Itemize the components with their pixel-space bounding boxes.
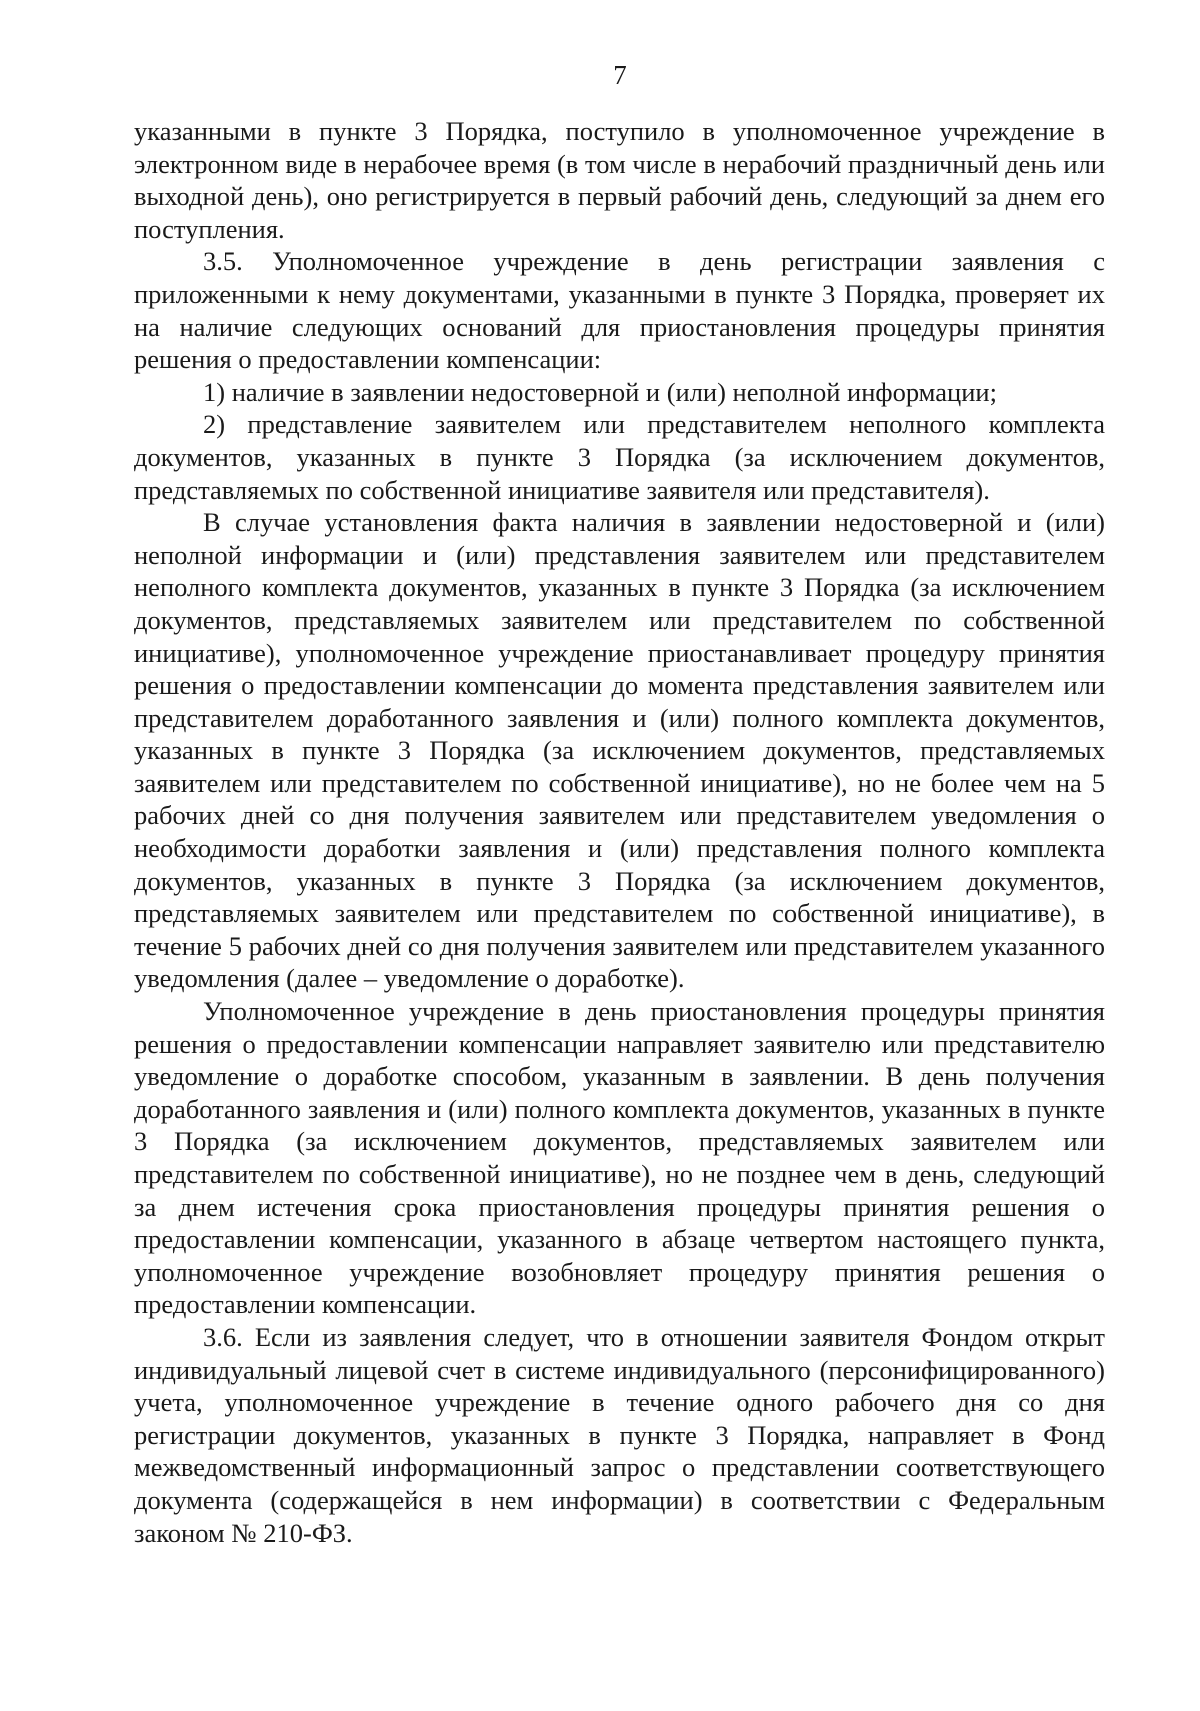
- paragraph-clause-3-5: 3.5. Уполномоченное учреждение в день регистрации заявления с приложенными к нему документами, указанными в пункте 3 Порядка, проверяет их на наличие следующих оснований для приостановления процедуры принятия решения о предоставлении компенсации:: [134, 246, 1105, 375]
- paragraph-list-item-1: 1) наличие в заявлении недостоверной и (или) неполной информации;: [203, 376, 997, 407]
- document-body: [134, 115, 1105, 1549]
- paragraph-clause-3-6: 3.6. Если из заявления следует, что в отношении заявителя Фондом открыт индивидуальный лицевой счет в системе индивидуального (персонифицированного) учета, уполномоченное учреждение в течение одного рабочего дня со дня регистрации документов, указанных в пункте 3 Порядка, направляет в Фонд межведомственный информационный запрос о представлении соответствующего документа (содержащейся в нем информации) в соответствии с Федеральным законом № 210-ФЗ.: [134, 1321, 1105, 1548]
- paragraph-continuation: указанными в пункте 3 Порядка, поступило в уполномоченное учреждение в электронном виде в нерабочее время (в том числе в нерабочий праздничный день или выходной день), оно регистрируется в первый рабочий день, следующий за днем его поступления.: [134, 116, 1105, 244]
- paragraph-list-item-2: 2) представление заявителем или представителем неполного комплекта документов, указанных в пункте 3 Порядка (за исключением документов, представляемых по собственной инициативе заявителя или представителя).: [134, 409, 1105, 505]
- paragraph-notification: Уполномоченное учреждение в день приостановления процедуры принятия решения о предоставлении компенсации направляет заявителю или представителю уведомление о доработке способом, указанным в заявлении. В день получения доработанного заявления и (или) полного комплекта документов, указанных в пункте 3 Порядка (за исключением документов, представляемых заявителем или представителем по собственной инициативе), но не позднее чем в день, следующий за днем истечения срока приостановления процедуры принятия решения о предоставлении компенсации, указанного в абзаце четвертом настоящего пункта, уполномоченное учреждение возобновляет процедуру принятия решения о предоставлении компенсации.: [134, 996, 1105, 1320]
- paragraph-suspension: В случае установления факта наличия в заявлении недостоверной и (или) неполной информации и (или) представления заявителем или представителем неполного комплекта документов, указанных в пункте 3 Порядка (за исключением документов, представляемых заявителем или представителем по собственной инициативе), уполномоченное учреждение приостанавливает процедуру принятия решения о предоставлении компенсации до момента представления заявителем или представителем доработанного заявления и (или) полного комплекта документов, указанных в пункте 3 Порядка (за исключением документов, представляемых заявителем или представителем по собственной инициативе), но не более чем на 5 рабочих дней со дня получения заявителем или представителем уведомления о необходимости доработки заявления и (или) представления полного комплекта документов, указанных в пункте 3 Порядка (за исключением документов, представляемых заявителем или представителем по собственной инициативе), в течение 5 рабочих дней со дня получения заявителем или представителем указанного уведомления (далее – уведомление о доработке).: [134, 507, 1105, 994]
- page-number: 7: [613, 60, 627, 90]
